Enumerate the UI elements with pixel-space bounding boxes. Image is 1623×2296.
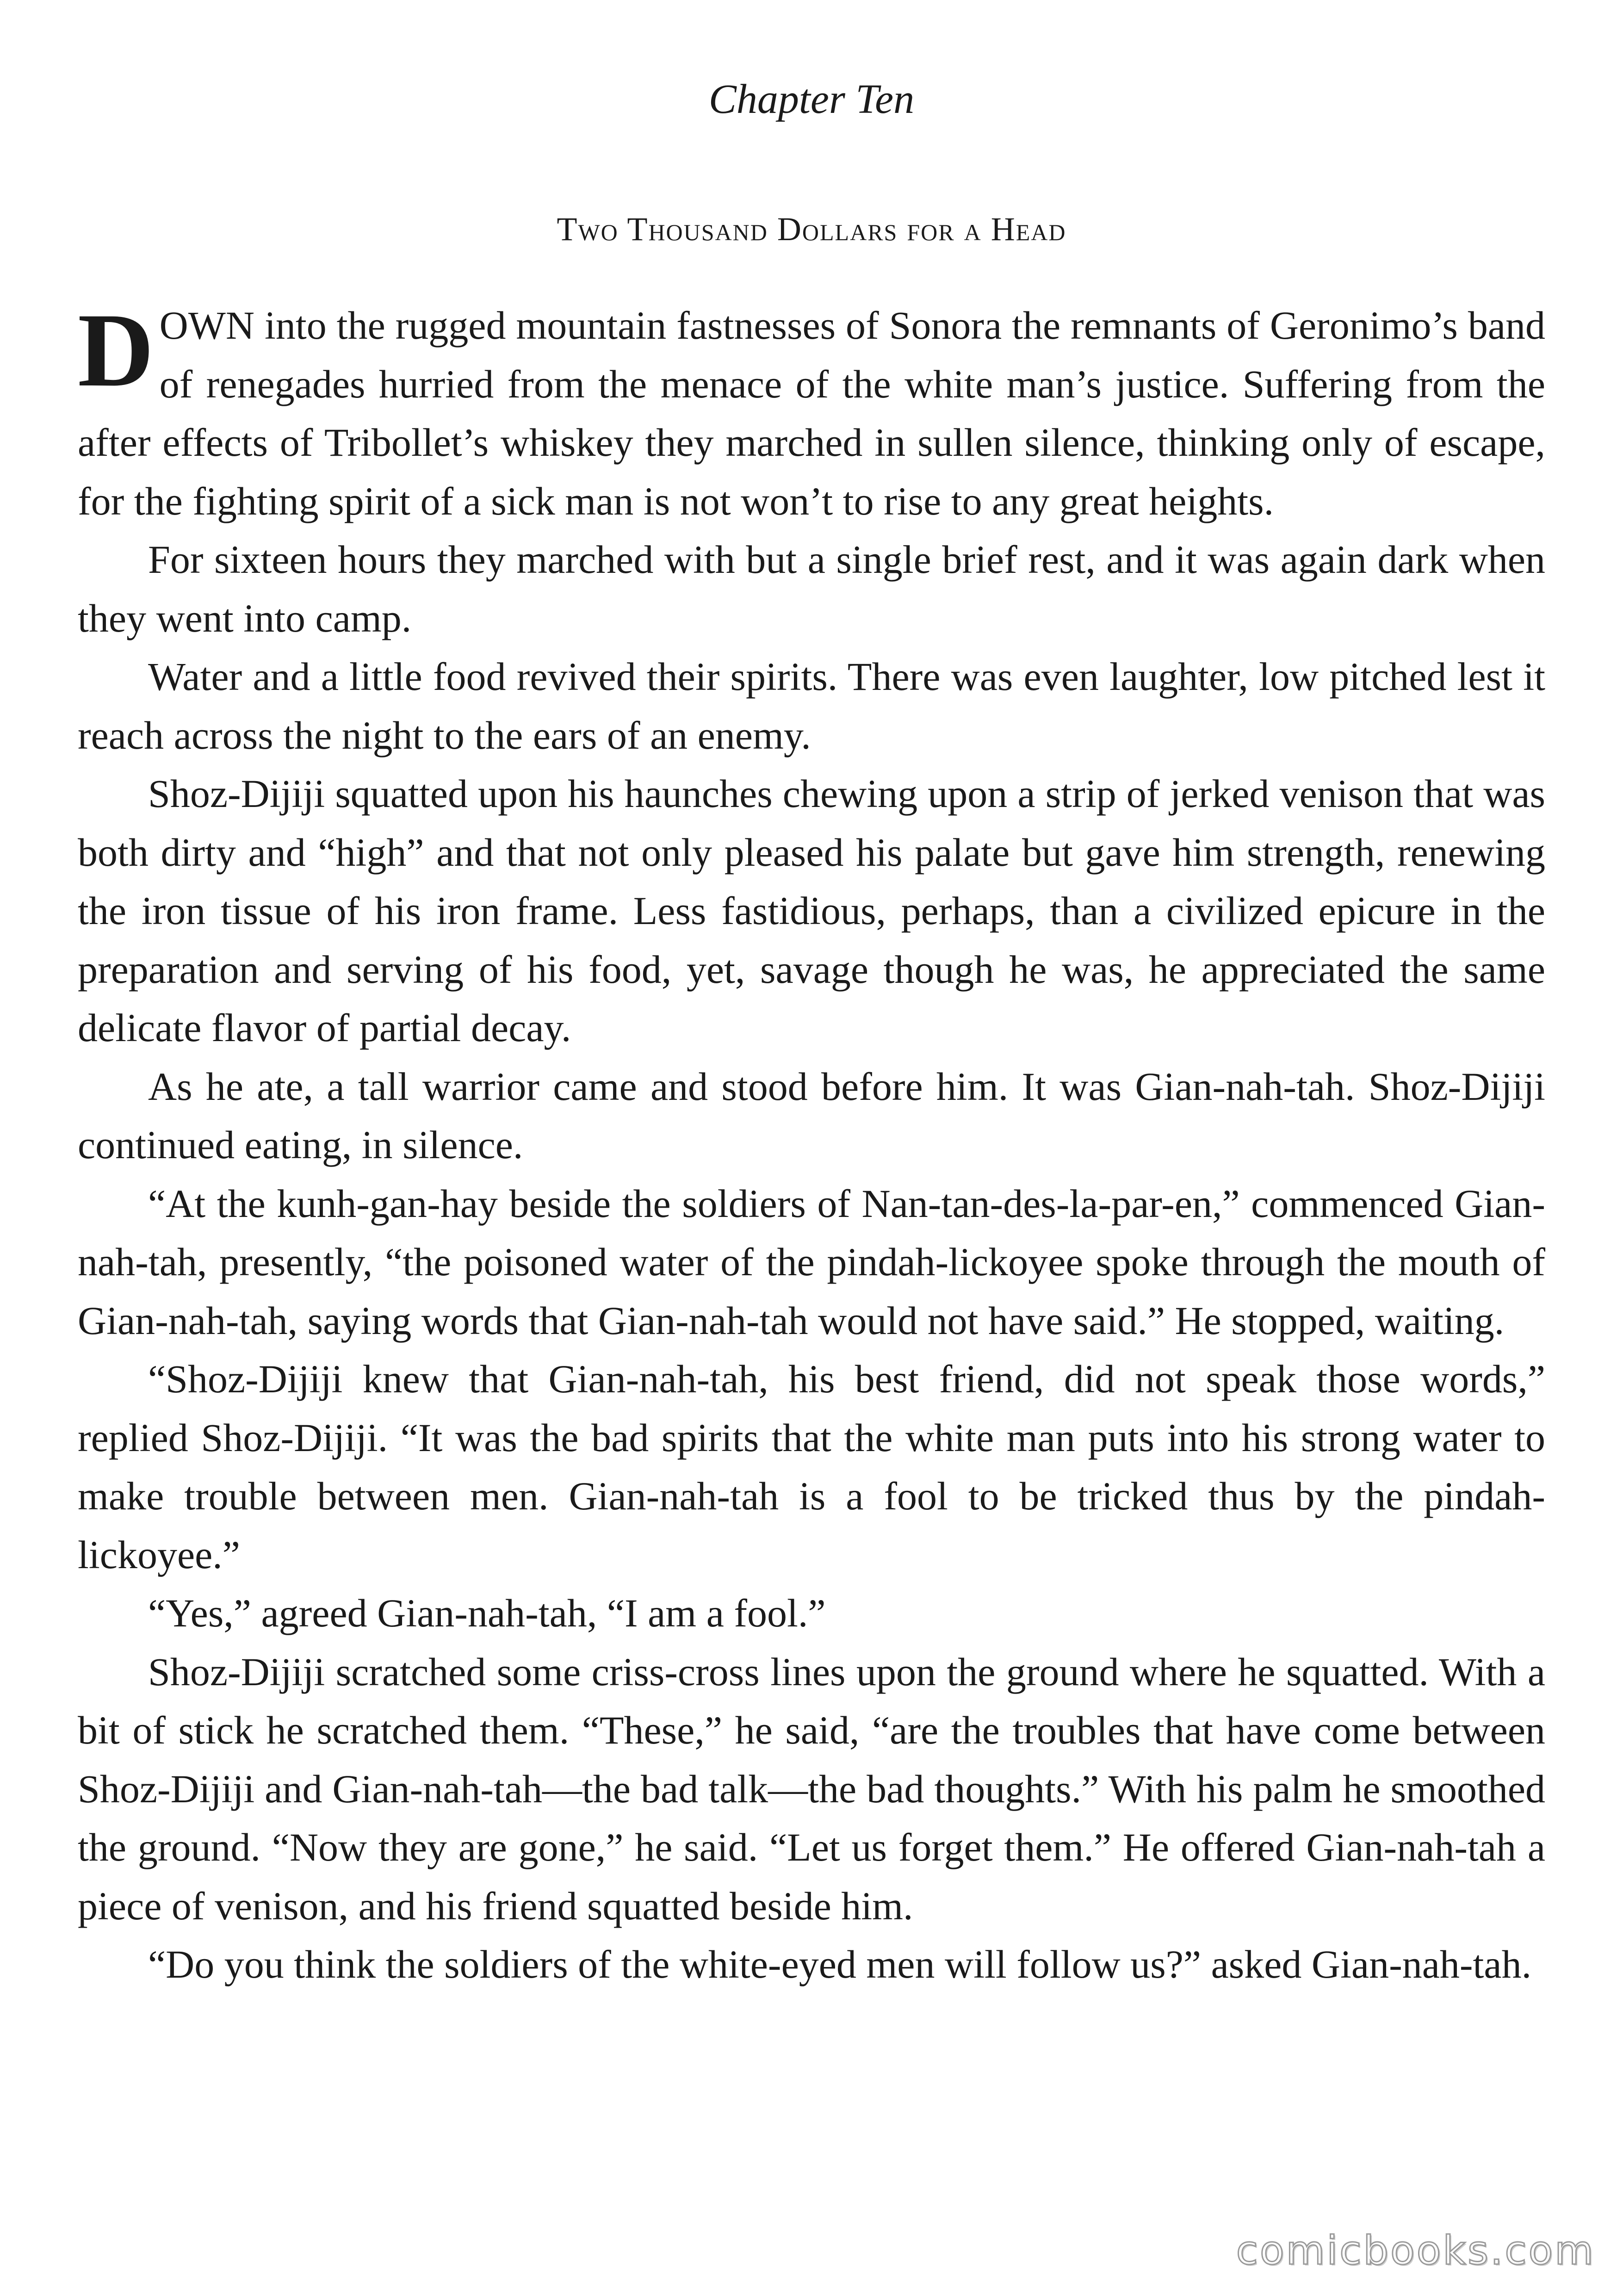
paragraph xyxy=(78,292,1545,530)
paragraph: “Shoz-Dijiji knew that Gian-nah-tah, his best friend, did not speak those words,” replied Shoz-Dijiji. “It was the bad spirits that the white man puts into his strong water to make trouble between men. Gian-nah-tah is a fool to be tricked thus by the pindah-lickoyee.” xyxy=(78,1357,1545,1577)
paragraph: “Yes,” agreed Gian-nah-tah, “I am a fool.” xyxy=(148,1591,826,1635)
chapter-title: Two Thousand Dollars for a Head xyxy=(557,211,1066,248)
paragraph-text: OWN into the rugged mountain fastnesses of Sonora the remnants of Geronimo’s band of renegades hurried from the menace of the white man’s justice. Suffering from the after effects of Tribollet’s whiskey they marched in sullen silence, thinking only of escape, for the fighting spirit of a sick man is not won’t to rise to any great heights. xyxy=(78,303,1545,523)
paragraph: Water and a little food revived their spirits. There was even laughter, low pitched lest it reach across the night to the ears of an enemy. xyxy=(78,654,1545,757)
chapter-body xyxy=(78,292,1545,1994)
paragraph: For sixteen hours they marched with but a single brief rest, and it was again dark when they went into camp. xyxy=(78,537,1545,640)
paragraph: Shoz-Dijiji scratched some criss-cross lines upon the ground where he squatted. With a bit of stick he scratched them. “These,” he said, “are the troubles that have come between Shoz-Dijiji and Gian-nah-tah—the bad talk—the bad thoughts.” With his palm he smoothed the ground. “Now they are gone,” he said. “Let us forget them.” He offered Gian-nah-tah a piece of venison, and his friend squatted beside him. xyxy=(78,1649,1545,1928)
site-watermark: comicbooks.com xyxy=(1236,2228,1595,2274)
paragraph: Shoz-Dijiji squatted upon his haunches chewing upon a strip of jerked venison that was both dirty and “high” and that not only pleased his palate but gave him strength, renewing the iron tissue of his iron frame. Less fastidious, perhaps, than a civilized epicure in the preparation and serving of his food, yet, savage though he was, he appreciated the same delicate flavor of partial decay. xyxy=(78,771,1545,1050)
drop-cap: D xyxy=(78,292,154,409)
paragraph: As he ate, a tall warrior came and stood before him. It was Gian-nah-tah. Shoz-Dijiji continued eating, in silence. xyxy=(78,1064,1545,1167)
paragraph: “At the kunh-gan-hay beside the soldiers of Nan-tan-des-la-par-en,” commenced Gian-nah-tah, presently, “the poisoned water of the pindah-lickoyee spoke through the mouth of Gian-nah-tah, saying words that Gian-nah-tah would not have said.” He stopped, waiting. xyxy=(78,1181,1545,1343)
chapter-label: Chapter Ten xyxy=(708,76,915,122)
paragraph: “Do you think the soldiers of the white-eyed men will follow us?” asked Gian-nah-tah. xyxy=(148,1942,1532,1986)
